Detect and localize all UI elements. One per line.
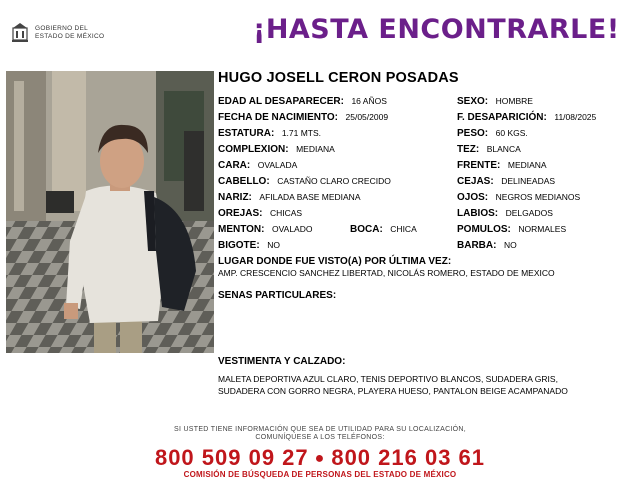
- field-label: LABIOS:: [457, 208, 499, 219]
- field-value: MEDIANA: [507, 160, 547, 170]
- field-label: BARBA:: [457, 240, 497, 251]
- field-label: OJOS:: [457, 192, 489, 203]
- phone-number-1[interactable]: 800 509 09 27: [154, 445, 309, 470]
- field-value: NO: [503, 240, 517, 250]
- field-label: FECHA DE NACIMIENTO:: [218, 112, 338, 123]
- field-value: DELINEADAS: [501, 176, 556, 186]
- photo-illustration: [6, 71, 214, 353]
- field-label: EDAD AL DESAPARECER:: [218, 96, 344, 107]
- field-label: COMPLEXION:: [218, 144, 289, 155]
- last-seen-label: LUGAR DONDE FUE VISTO(A) POR ÚLTIMA VEZ:: [218, 256, 452, 267]
- person-name: HUGO JOSELL CERON POSADAS: [218, 70, 459, 86]
- field-label: SEXO:: [457, 96, 489, 107]
- logo-text-line1: GOBIERNO DEL: [35, 25, 89, 32]
- field-label: TEZ:: [457, 144, 480, 155]
- phone-number-2[interactable]: 800 216 03 61: [331, 445, 486, 470]
- logo-text-line2: ESTADO DE MÉXICO: [35, 33, 105, 40]
- field-label: PESO:: [457, 128, 489, 139]
- field-label: BIGOTE:: [218, 240, 260, 251]
- field-value: CASTAÑO CLARO CRECIDO: [277, 176, 391, 186]
- headline: ¡HASTA ENCONTRARLE!: [253, 14, 620, 45]
- field-value: OVALADA: [257, 160, 298, 170]
- field-face: [218, 160, 297, 171]
- field-value: BLANCA: [486, 144, 521, 154]
- field-label: F. DESAPARICIÓN:: [457, 112, 547, 123]
- coat-of-arms-icon: [10, 22, 30, 44]
- last-seen-value: AMP. CRESCENCIO SANCHEZ LIBERTAD, NICOLÁS ROMERO, ESTADO DE MEXICO: [218, 268, 555, 278]
- field-value: 25/05/2009: [345, 112, 389, 122]
- field-label: CABELLO:: [218, 176, 270, 187]
- field-label: BOCA:: [350, 224, 383, 235]
- clothing-line2: SUDADERA CON GORRO NEGRA, PLAYERA HUESO, PANTALON BEIGE ACAMPANADO: [218, 386, 568, 396]
- field-label: NARIZ:: [218, 192, 252, 203]
- field-value: OVALADO: [272, 224, 313, 234]
- field-forehead: [457, 160, 547, 171]
- field-value: CHICA: [390, 224, 417, 234]
- field-label: ESTATURA:: [218, 128, 275, 139]
- field-value: MEDIANA: [296, 144, 335, 154]
- field-disappearance-date: [457, 112, 596, 123]
- government-logo: [10, 22, 120, 46]
- field-value: AFILADA BASE MEDIANA: [259, 192, 361, 202]
- field-label: CEJAS:: [457, 176, 494, 187]
- field-build: [218, 144, 335, 155]
- clothing-label: VESTIMENTA Y CALZADO:: [218, 356, 346, 367]
- field-eyebrows: [457, 176, 555, 187]
- field-hair: [218, 176, 391, 187]
- field-chin: [218, 224, 312, 235]
- footer-commission: COMISIÓN DE BÚSQUEDA DE PERSONAS DEL ESTADO DE MÉXICO: [183, 470, 457, 479]
- field-complexion: [457, 144, 521, 155]
- field-label: MENTON:: [218, 224, 265, 235]
- field-mustache: [218, 240, 280, 251]
- bullet-icon: ●: [314, 450, 326, 468]
- field-value: DELGADOS: [505, 208, 553, 218]
- field-value: NORMALES: [518, 224, 567, 234]
- person-photo: [6, 71, 214, 353]
- field-cheekbones: [457, 224, 566, 235]
- field-label: POMULOS:: [457, 224, 511, 235]
- field-value: 1.71 MTS.: [281, 128, 322, 138]
- info-line2: COMUNÍQUESE A LOS TELÉFONOS:: [255, 434, 385, 441]
- phone-numbers: [0, 445, 640, 471]
- field-eyes: [457, 192, 580, 203]
- field-mouth: [350, 224, 417, 235]
- field-value: CHICAS: [269, 208, 303, 218]
- field-label: CARA:: [218, 160, 251, 171]
- field-weight: [457, 128, 528, 139]
- field-birthdate: [218, 112, 388, 123]
- field-label: FRENTE:: [457, 160, 501, 171]
- field-value: NO: [267, 240, 280, 250]
- field-nose: [218, 192, 361, 203]
- field-lips: [457, 208, 553, 219]
- field-value: NEGROS MEDIANOS: [495, 192, 581, 202]
- field-label: OREJAS:: [218, 208, 263, 219]
- field-value: HOMBRE: [495, 96, 533, 106]
- marks-label: SENAS PARTICULARES:: [218, 290, 337, 301]
- field-ears: [218, 208, 302, 219]
- info-line1: SI USTED TIENE INFORMACIÓN QUE SEA DE UTILIDAD PARA SU LOCALIZACIÓN,: [173, 426, 467, 433]
- field-value: 16 AÑOS: [351, 96, 387, 106]
- field-value: 11/08/2025: [554, 112, 597, 122]
- field-height: [218, 128, 321, 139]
- field-age: [218, 96, 387, 107]
- field-beard: [457, 240, 517, 251]
- field-value: 60 KGS.: [495, 128, 528, 138]
- clothing-line1: MALETA DEPORTIVA AZUL CLARO, TENIS DEPORTIVO BLANCOS, SUDADERA GRIS,: [218, 374, 558, 384]
- field-sex: [457, 96, 533, 107]
